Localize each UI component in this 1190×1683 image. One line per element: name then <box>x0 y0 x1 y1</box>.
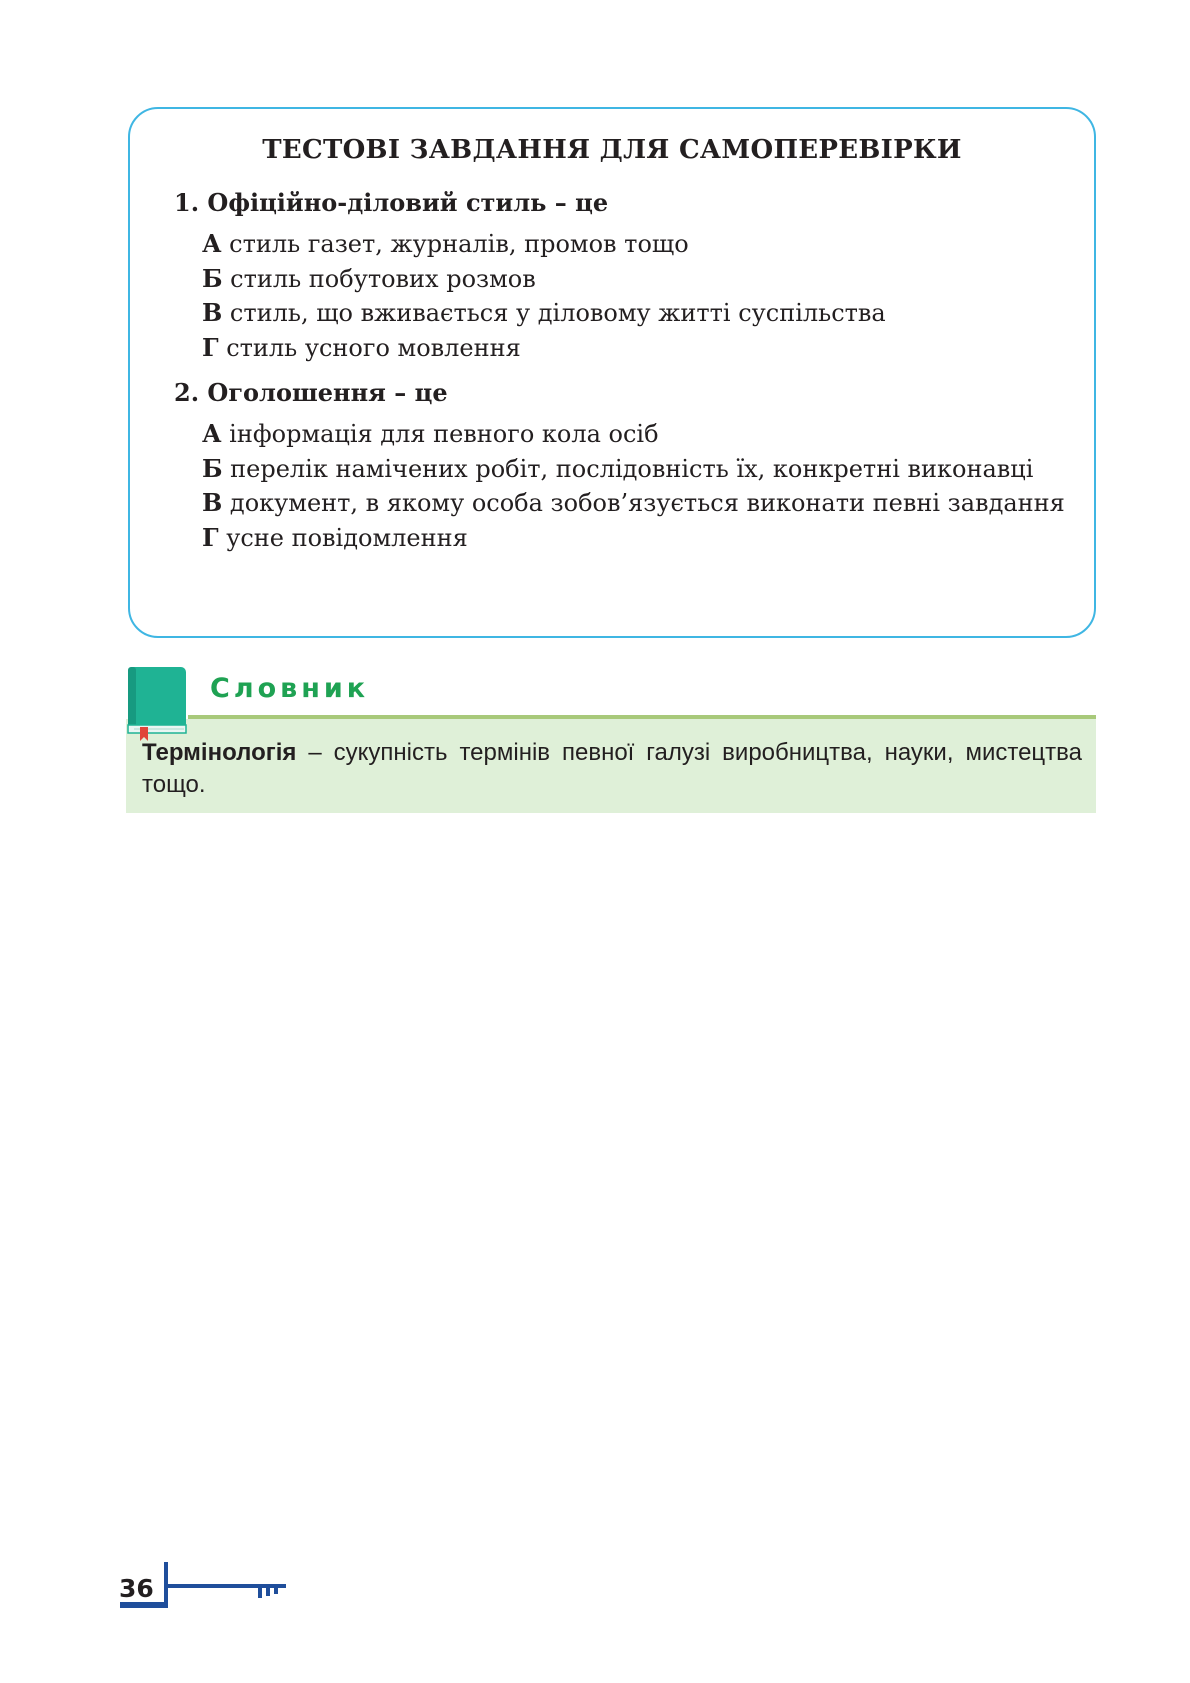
option-item <box>202 331 1072 366</box>
test-title: ТЕСТОВІ ЗАВДАННЯ ДЛЯ САМОПЕРЕВІРКИ <box>262 135 962 165</box>
option-letter: В <box>202 298 223 327</box>
page-number: 36 <box>119 1574 154 1603</box>
book-icon <box>126 667 188 743</box>
option-letter: Б <box>202 263 223 293</box>
option-text: стиль, що вживається у діловому житті суспільства <box>222 299 886 327</box>
option-text: стиль усного мовлення <box>218 333 521 362</box>
option-text: усне повідомлення <box>218 523 468 552</box>
option-letter: А <box>202 229 222 258</box>
option-item <box>202 452 1072 487</box>
dictionary-term: Термінологія <box>142 739 297 766</box>
option-letter: Г <box>202 522 219 552</box>
dictionary-divider <box>188 715 1096 719</box>
question-2-options <box>202 417 1072 555</box>
option-letter: А <box>202 419 222 448</box>
dictionary-entry <box>142 737 1082 801</box>
dictionary-title: Словник <box>210 673 370 704</box>
question-2: 2. Оголошення – це <box>174 378 448 407</box>
option-item <box>202 262 1072 297</box>
self-check-test-box <box>128 107 1096 638</box>
option-text: інформація для певного кола осіб <box>221 420 659 448</box>
question-1: 1. Офіційно-діловий стиль – це <box>174 188 609 217</box>
option-letter: В <box>202 488 223 517</box>
question-1-options <box>202 227 1072 365</box>
option-letter: Г <box>202 332 219 362</box>
option-text: стиль побутових розмов <box>222 264 536 293</box>
option-item <box>202 296 1072 331</box>
option-text: стиль газет, журналів, промов тощо <box>221 230 689 258</box>
option-item <box>202 417 1072 452</box>
dictionary-definition: – сукупність термінів певної галузі виробництва, науки, мистецтва тощо. <box>142 739 1082 798</box>
option-item <box>202 227 1072 262</box>
option-item <box>202 521 1072 556</box>
option-text: документ, в якому особа зобов’язується виконати певні завдання <box>222 489 1065 517</box>
option-item <box>202 486 1072 521</box>
option-text: перелік намічених робіт, послідовність їх, конкретні виконавці <box>222 454 1034 483</box>
option-letter: Б <box>202 453 223 483</box>
